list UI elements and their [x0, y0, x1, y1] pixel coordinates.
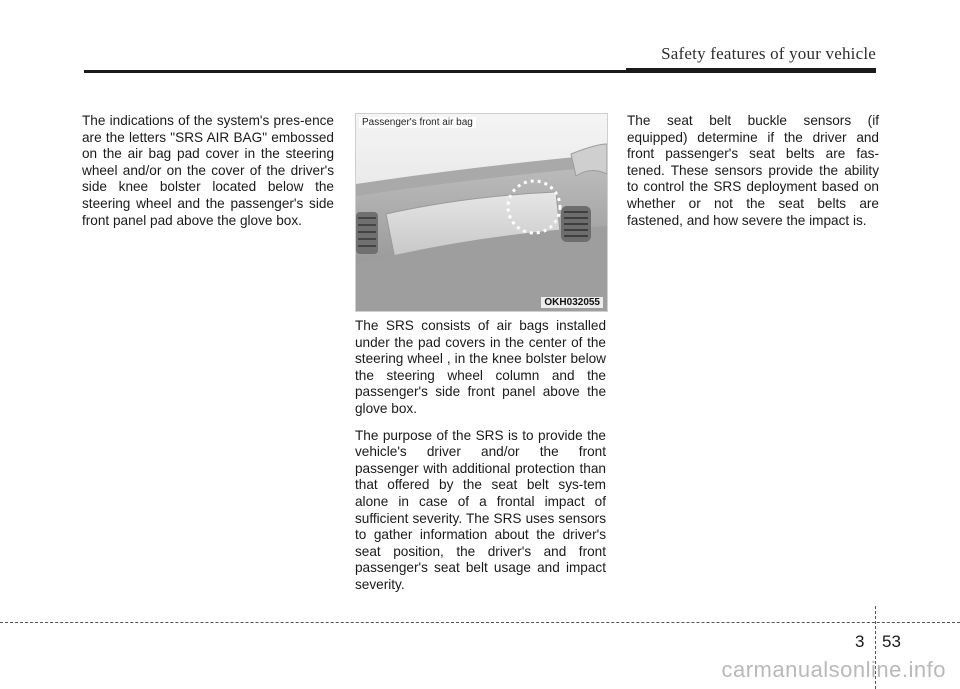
middle-paragraph-2: The purpose of the SRS is to provide the vehicle's driver and/or the front passenger with additional protection than that offered by the seat belt sys-tem alone in case of a frontal impact of sufficient severity. The SRS uses sensors to gather information about the driver's seat position, the driver's and front passenger's seat belt usage and impact severity.: [355, 427, 606, 592]
right-column: [627, 113, 879, 239]
header-title: Safety features of your vehicle: [661, 44, 876, 63]
figure-code: OKH032055: [541, 297, 603, 308]
middle-paragraph-1: The SRS consists of air bags installed under the pad covers in the center of the steering wheel , in the knee bolster below the steering wheel column and the passenger's side front panel above the glove box.: [355, 318, 606, 416]
watermark: carmanualsonline.info: [721, 657, 946, 682]
air-vent-right: [561, 206, 591, 242]
middle-column: [355, 318, 606, 604]
header-rule-accent: [626, 68, 876, 73]
right-paragraph-1: The seat belt buckle sensors (if equipped) determine if the driver and front passenger's seat belts are fas-tened. These sensors provide the ability to control the SRS deployment based on whether or not the seat belts are fastened, and how severe the impact is.: [627, 113, 879, 228]
footer-rule: [0, 622, 960, 623]
left-paragraph-1: The indications of the system's pres-ence are the letters "SRS AIR BAG" embossed on the air bag pad cover in the steering wheel and/or on the cover of the driver's side knee bolster located below the steering wheel and the passenger's side front panel pad above the glove box.: [82, 113, 334, 228]
airbag-figure: [355, 113, 608, 312]
dashboard-illustration: [356, 114, 607, 311]
air-vent-left: [356, 212, 378, 254]
left-column: [82, 113, 334, 239]
figure-caption: Passenger's front air bag: [359, 117, 476, 128]
page-number: 53: [882, 632, 901, 651]
section-number: 3: [855, 632, 865, 651]
